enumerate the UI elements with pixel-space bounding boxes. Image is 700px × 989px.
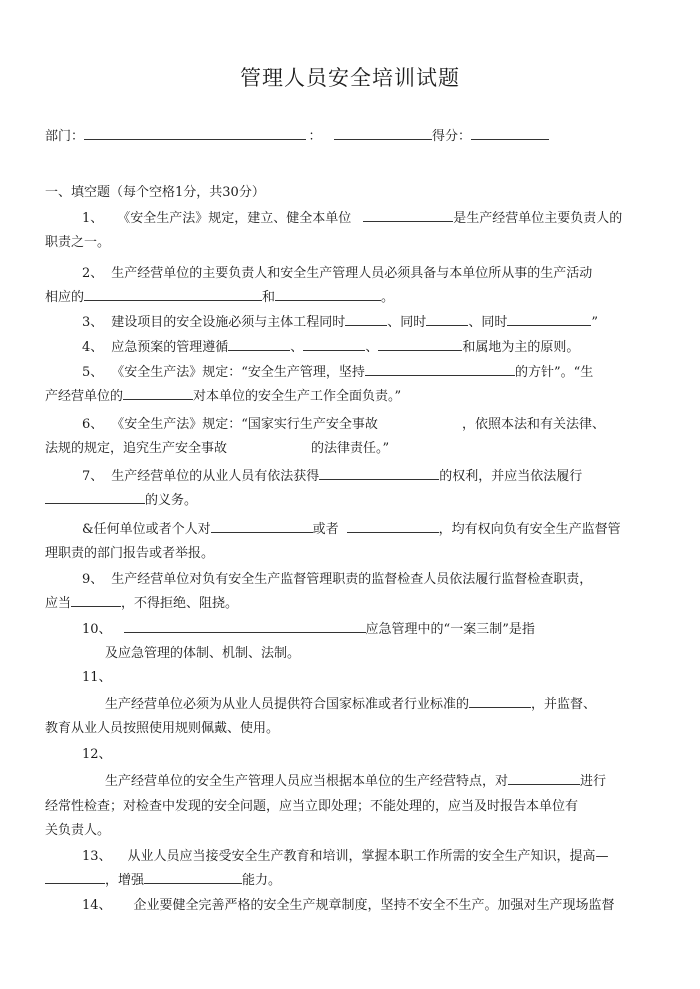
question-7-cont: 的义务。 (45, 489, 197, 508)
question-2-cont: 相应的 和 。 (45, 290, 395, 305)
section-heading: 一、填空题（每个空格1分，共30分） (45, 185, 265, 200)
question-number: 9、 (82, 572, 104, 587)
question-11 (82, 666, 112, 685)
question-13-cont: ，增强 能力。 (45, 869, 281, 888)
question-number: 4、 (82, 340, 104, 355)
answer-blank[interactable] (303, 338, 365, 351)
question-1: 1、 《安全生产法》规定，建立、健全本单位 是生产经营单位主要负责人的 (82, 211, 623, 226)
question-11-cont2: 教育从业人员按照使用规则佩戴、使用。 (45, 721, 280, 736)
question-1-cont: 职责之一。 (45, 235, 111, 250)
question-number: 13、 (82, 849, 112, 864)
question-number: 12、 (82, 747, 112, 762)
question-number: 7、 (82, 469, 104, 484)
question-6-cont: 法规的规定，追究生产安全事故 的法律责任。” (45, 441, 390, 456)
dept-blank[interactable] (84, 127, 306, 140)
question-number: 5、 (82, 365, 104, 380)
question-number: 3、 (82, 315, 104, 330)
question-9: 9、 生产经营单位对负有安全生产监督管理职责的监督检查人员依法履行监督检查职责， (82, 572, 593, 587)
question-4: 4、 应急预案的管理遵循 、 、 和属地为主的原则。 (82, 340, 580, 355)
question-number: 1、 (82, 211, 104, 226)
score-blank[interactable] (471, 127, 549, 140)
answer-blank[interactable] (144, 871, 242, 884)
question-8-cont: 理职责的部门报告或者举报。 (45, 546, 215, 561)
answer-blank[interactable] (507, 313, 591, 326)
question-11-cont: 生产经营单位必须为从业人员提供符合国家标准或者行业标准的 ，并监督、 (105, 697, 597, 712)
question-8: &任何单位或者个人对 或者 ，均有权向负有安全生产监督管 (82, 522, 621, 537)
question-12-cont3: 关负责人。 (45, 823, 111, 838)
question-12-cont: 生产经营单位的安全生产管理人员应当根据本单位的生产经营特点，对 进行 (105, 774, 607, 789)
question-number: 14、 (82, 898, 112, 913)
question-7: 7、 生产经营单位的从业人员有依法获得 的权利，并应当依法履行 (82, 469, 583, 484)
answer-blank[interactable] (363, 209, 453, 222)
question-number: 6、 (82, 417, 104, 432)
info-line (45, 125, 549, 144)
question-number: 10、 (82, 622, 112, 637)
answer-blank[interactable] (275, 288, 381, 301)
answer-blank[interactable] (508, 772, 580, 785)
question-number: 11、 (82, 670, 112, 685)
question-5-cont: 产经营单位的 对本单位的安全生产工作全面负责。” (45, 389, 402, 404)
answer-blank[interactable] (211, 520, 313, 533)
answer-blank[interactable] (347, 520, 439, 533)
answer-blank[interactable] (124, 620, 366, 633)
answer-blank[interactable] (319, 467, 439, 480)
score-label: 得分： (432, 129, 472, 144)
question-number: 2、 (82, 266, 104, 281)
question-12-cont2: 经常性检查；对检查中发现的安全问题，应当立即处理；不能处理的，应当及时报告本单位有 (45, 799, 579, 814)
question-12 (82, 743, 112, 762)
answer-blank[interactable] (365, 363, 515, 376)
answer-blank[interactable] (426, 313, 468, 326)
answer-blank[interactable] (71, 594, 121, 607)
answer-blank[interactable] (45, 871, 105, 884)
question-9-cont: 应当 ，不得拒绝、阻挠。 (45, 596, 239, 611)
dept-label: 部门： (45, 129, 85, 144)
question-10-cont: 及应急管理的体制、机制、法制。 (105, 646, 301, 661)
question-6: 6、 《安全生产法》规定：“国家实行生产安全事故 ，依照本法和有关法律、 (82, 417, 605, 432)
question-3: 3、 建设项目的安全设施必须与主体工程同时 、同时 、同时 ” (82, 315, 598, 330)
answer-blank[interactable] (84, 288, 262, 301)
answer-blank[interactable] (469, 695, 531, 708)
question-14: 14、 企业要健全完善严格的安全生产规章制度，坚持不安全不生产。加强对生产现场监督 (82, 898, 615, 913)
answer-blank[interactable] (378, 338, 462, 351)
answer-blank[interactable] (345, 313, 387, 326)
colon-separator: ： (308, 129, 322, 144)
question-10: 10、 应急管理中的“一案三制”是指 (82, 622, 535, 637)
name-blank[interactable] (334, 127, 432, 140)
answer-blank[interactable] (123, 387, 193, 400)
question-13: 13、 从业人员应当接受安全生产教育和培训，掌握本职工作所需的安全生产知识，提高— (82, 849, 609, 864)
question-5: 5、 《安全生产法》规定：“安全生产管理，坚持 的方针”。“生 (82, 365, 594, 380)
answer-blank[interactable] (228, 338, 290, 351)
answer-blank[interactable] (45, 491, 145, 504)
page-title: 管理人员安全培训试题 (240, 66, 460, 90)
question-2: 2、 生产经营单位的主要负责人和安全生产管理人员必须具备与本单位所从事的生产活动 (82, 266, 593, 281)
